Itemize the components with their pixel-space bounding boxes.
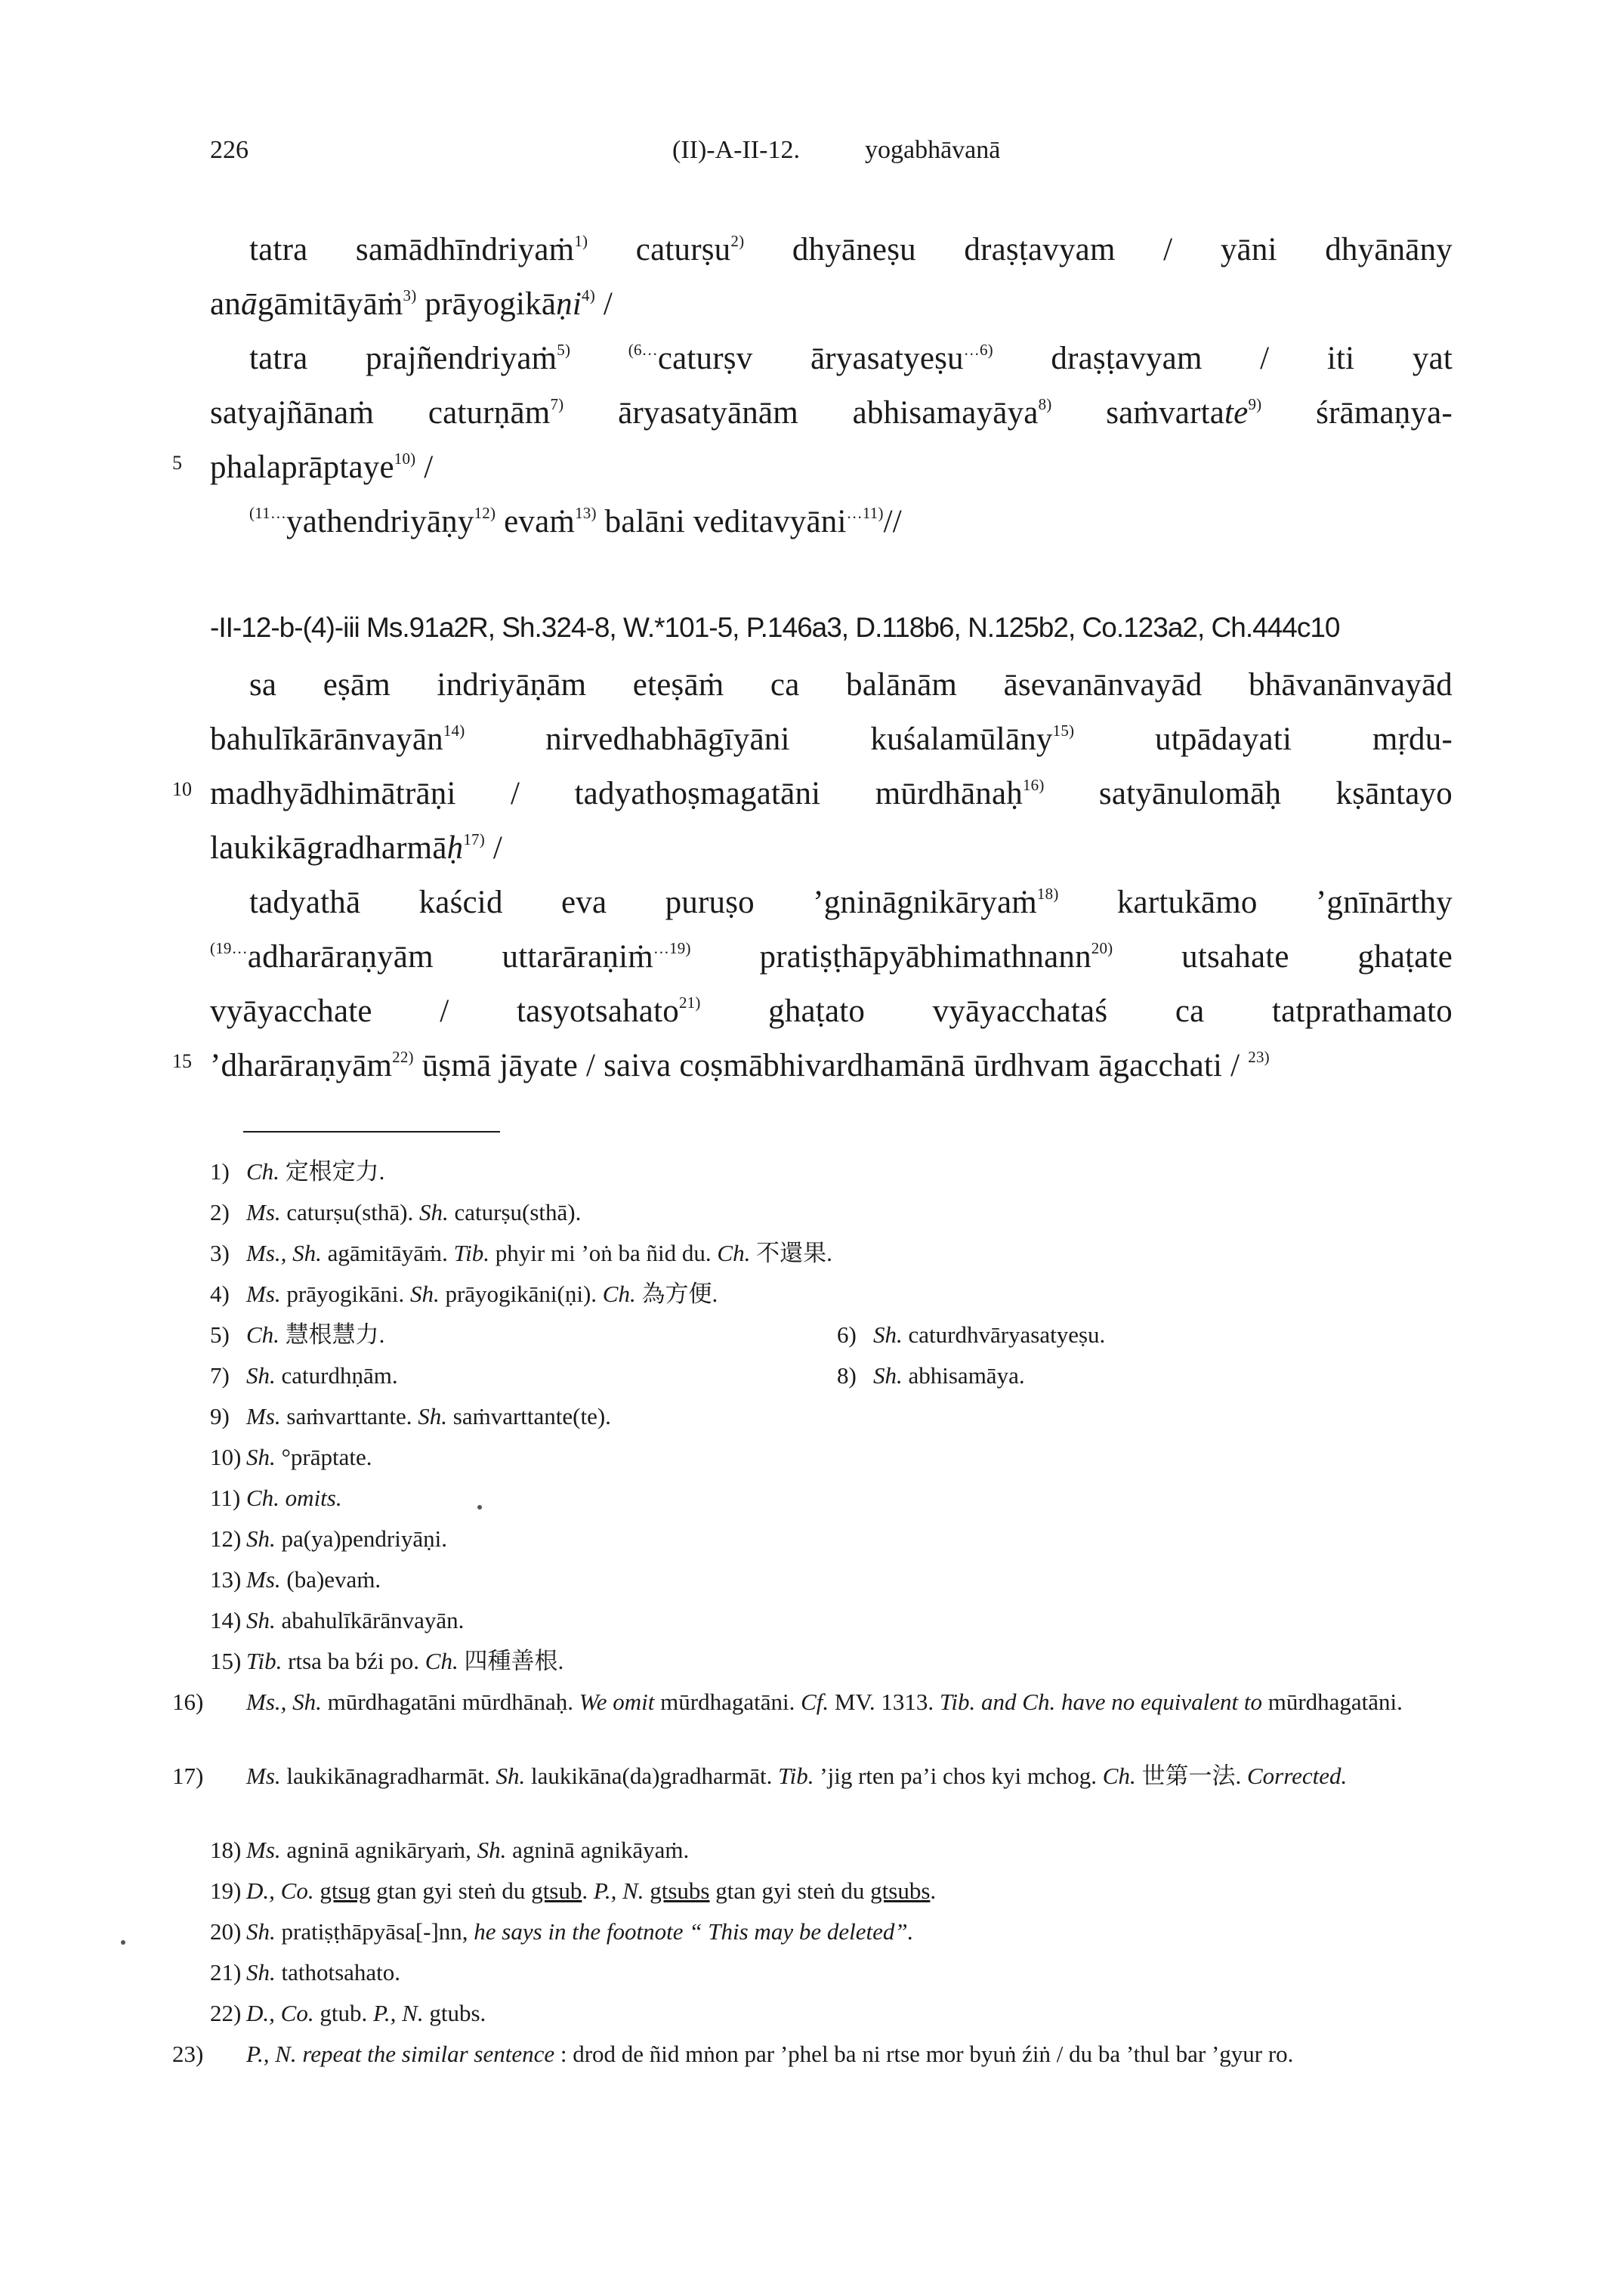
footnote: 15) Tib. rtsa ba bźi po. Ch. 四種善根. (210, 1648, 564, 1674)
line-number: 10 (172, 778, 192, 800)
text-line: phalaprāptaye$^{10)}$ / (210, 450, 434, 485)
footnote: 22) D., Co. gtub. P., N. gtubs. (210, 2000, 486, 2026)
footnote: 9) Ms. saṁvarttante. Sh. saṁvarttante(te). (210, 1403, 611, 1429)
footnote: 12) Sh. pa(ya)pendriyāṇi. (210, 1525, 447, 1552)
footnote: 6) Sh. caturdhvāryasatyeṣu. (837, 1321, 1106, 1348)
footnote: 16) Ms., Sh. mūrdhagatāni mūrdhānaḥ. We omit mūrdhagatāni. Cf. MV. 1313. Tib. and Ch. have no equivalent to mūrdhagatāni. (172, 1689, 1403, 1715)
footnote: 8) Sh. abhisamāya. (837, 1362, 1025, 1389)
footnote: 2) Ms. caturṣu(sthā). Sh. caturṣu(sthā). (210, 1199, 582, 1225)
scan-speck (477, 1505, 482, 1510)
text-line: madhyādhimātrāṇi / tadyathoṣmagatāni mūrdhānaḥ$^{16)}$ satyānulomāḥ kṣāntayo (210, 776, 1453, 811)
footnote: 17) Ms. laukikānagradharmāt. Sh. laukikāna(da)gradharmāt. Tib. ’jig rten pa’i chos kyi mchog. Ch. 世第一法. Corrected. (172, 1763, 1348, 1789)
line-number: 15 (172, 1050, 192, 1072)
text-line: tatra samādhīndriyaṁ$^{1)}$ caturṣu$^{2)}$ dhyāneṣu draṣṭavyam / yāni dhyānāny (249, 232, 1453, 267)
footnote: 5) Ch. 慧根慧力. (210, 1321, 385, 1348)
page-title: yogabhāvanā (865, 136, 1001, 164)
footnote: 1) Ch. 定根定力. (210, 1158, 385, 1185)
text-line: vyāyacchate / tasyotsahato$^{21)}$ ghaṭato vyāyacchataś ca tatprathamato (210, 993, 1453, 1029)
text-line: anāgāmitāyāṁ$^{3)}$ prāyogikāṇi$^{4)}$ / (210, 286, 613, 322)
footnote: 14) Sh. abahulīkārānvayān. (210, 1607, 465, 1633)
text-line: ’dharāraṇyām$^{22)}$ ūṣmā jāyate / saiva coṣmābhivardhamānā ūrdhvam āgacchati / $^{23)}$ (210, 1048, 1270, 1083)
text-line: $^{(19\dots}$adharāraṇyām uttarāraṇiṁ$^{\dots 19)}$ pratiṣṭhāpyābhimathnann$^{20)}$ utsahate ghaṭate (210, 939, 1453, 975)
section-label: (II)-A-II-12. (672, 136, 800, 164)
text-line: sa eṣām indriyāṇām eteṣāṁ ca balānām āsevanānvayād bhāvanānvayād (249, 667, 1453, 703)
text-line: $^{(11\dots}$yathendriyāṇy$^{12)}$ evaṁ$^{13)}$ balāni veditavyāni$^{\dots 11)}$// (249, 504, 902, 539)
text-line: laukikāgradharmāḥ$^{17)}$ / (210, 830, 503, 866)
footnote: 21) Sh. tathotsahato. (210, 1959, 401, 1985)
footnote: 13) Ms. (ba)evaṁ. (210, 1566, 381, 1593)
footnote: 20) Sh. pratiṣṭhāpyāsa[-]nn, he says in the footnote “ This may be deleted”. (210, 1918, 914, 1945)
section-reference: -II-12-b-(4)-iii Ms.91a2R, Sh.324-8, W.*101-5, P.146a3, D.118b6, N.125b2, Co.123a2, Ch.444c10 (210, 612, 1340, 643)
text-line: tadyathā kaścid eva puruṣo ’gnināgnikāryaṁ$^{18)}$ kartukāmo ’gnīnārthy (249, 885, 1453, 920)
footnote: 7) Sh. caturdhṇām. (210, 1362, 398, 1389)
text-line: bahulīkārānvayān$^{14)}$ nirvedhabhāgīyāni kuśalamūlāny$^{15)}$ utpādayati mṛdu- (210, 722, 1453, 757)
footnote-divider (243, 1131, 500, 1133)
footnote: 19) D., Co. gtsug gtan gyi steṅ du gtsub. P., N. gtsubs gtan gyi steṅ du gtsubs. (210, 1877, 937, 1904)
line-number: 5 (172, 452, 182, 474)
footnote: 4) Ms. prāyogikāni. Sh. prāyogikāni(ṇi). Ch. 為方便. (210, 1281, 718, 1307)
footnote: 23) P., N. repeat the similar sentence : drod de ñid mṅon par ’phel ba ni rtse mor byuṅ źiṅ / du ba ’thul bar ’gyur ro. (172, 2041, 1294, 2067)
text-line: tatra prajñendriyaṁ$^{5)}$ $^{(6\dots}$caturṣv āryasatyeṣu$^{\dots 6)}$ draṣṭavyam / iti yat (249, 341, 1453, 376)
scan-speck (121, 1940, 125, 1945)
text-line: satyajñānaṁ caturṇām$^{7)}$ āryasatyānām abhisamayāya$^{8)}$ saṁvartate$^{9)}$ śrāmaṇya- (210, 395, 1453, 431)
footnote: 10) Sh. °prāptate. (210, 1444, 372, 1470)
footnote: 18) Ms. agninā agnikāryaṁ, Sh. agninā agnikāyaṁ. (210, 1837, 690, 1863)
footnote: 11) Ch. omits. (210, 1485, 342, 1511)
footnote: 3) Ms., Sh. agāmitāyāṁ. Tib. phyir mi ’oṅ ba ñid du. Ch. 不還果. (210, 1240, 832, 1266)
page-number: 226 (210, 136, 249, 164)
